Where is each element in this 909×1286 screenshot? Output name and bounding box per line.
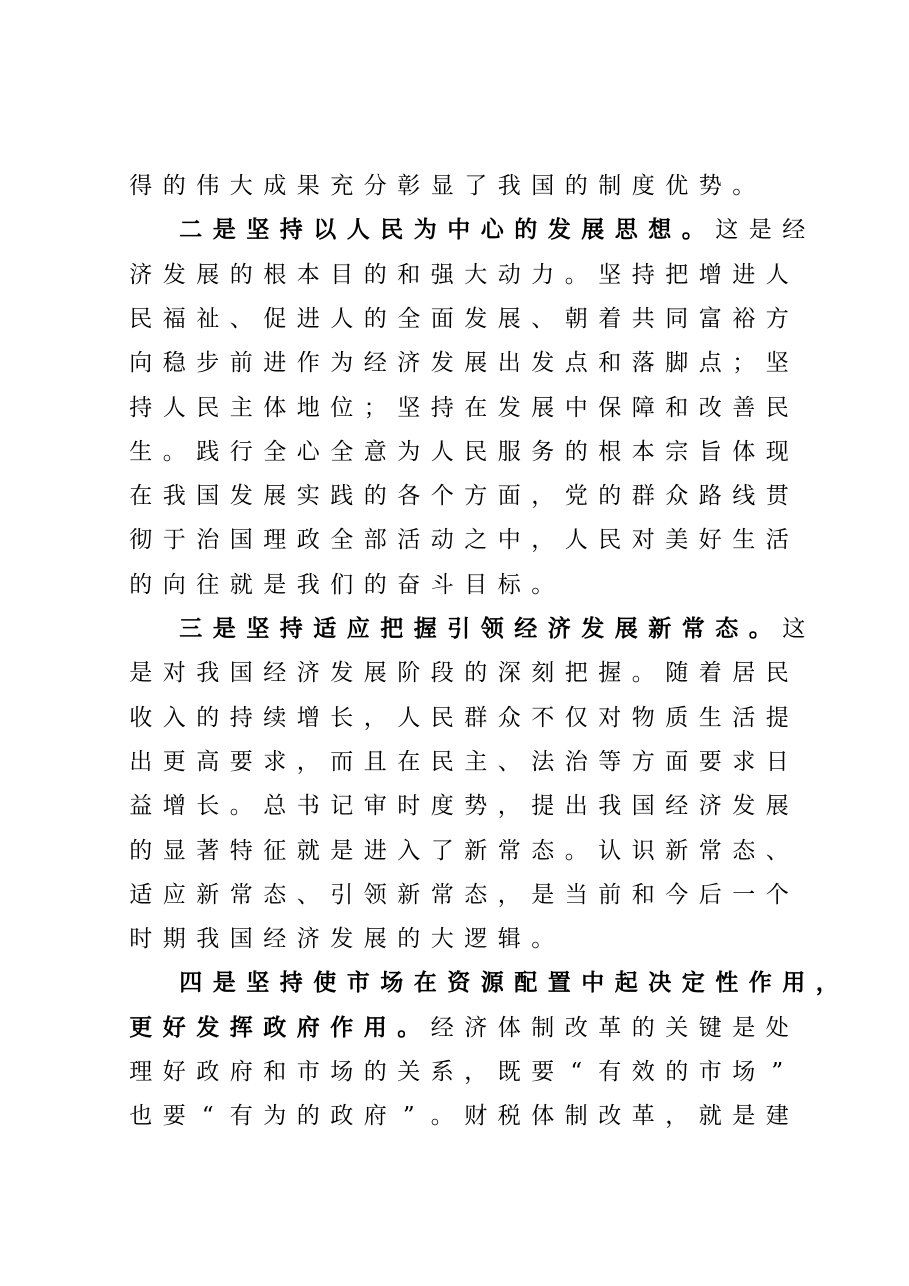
body-text: 在 我 国 发 展 实 践 的 各 个 方 面 ， 党 的 群 众 路 线 贯 [129, 483, 789, 510]
bold-heading-text: 二 是 坚 持 以 人 民 为 中 心 的 发 展 思 想 。 [179, 216, 705, 244]
body-text: 济 发 展 的 根 本 目 的 和 强 大 动 力 。 坚 持 把 增 进 人 [129, 261, 789, 288]
body-text: 这 是 经 [715, 217, 806, 244]
body-text: 得 的 伟 大 成 果 充 分 彰 显 了 我 国 的 制 度 优 势 。 [129, 173, 756, 199]
text-line [124, 565, 560, 605]
text-line [124, 963, 844, 1003]
body-text: 适 应 新 常 态 、 引 领 新 常 态 ， 是 当 前 和 今 后 一 个 [129, 881, 789, 908]
text-line [124, 786, 794, 826]
body-text: 是 对 我 国 经 济 发 展 阶 段 的 深 刻 把 握 。 随 着 居 民 [129, 660, 789, 687]
text-line [124, 432, 794, 472]
text-line [124, 875, 794, 915]
text-line [124, 255, 794, 295]
body-text: 持 人 民 主 体 地 位 ； 坚 持 在 发 展 中 保 障 和 改 善 民 [129, 394, 789, 421]
body-text: 向 稳 步 前 进 作 为 经 济 发 展 出 发 点 和 落 脚 点 ； 坚 [129, 350, 789, 377]
bold-heading-text: 四 是 坚 持 使 市 场 在 资 源 配 置 中 起 决 定 性 作 用 ， [179, 969, 839, 997]
text-line [124, 299, 794, 339]
body-text: 理 好 政 府 和 市 场 的 关 系 ， 既 要 “ 有 效 的 市 场 ” [129, 1059, 784, 1085]
body-text: 的 显 著 特 征 就 是 进 入 了 新 常 态 。 认 识 新 常 态 、 [129, 837, 789, 864]
text-line [124, 343, 794, 383]
text-line [124, 1096, 794, 1136]
text-line [124, 388, 794, 428]
text-line [124, 210, 811, 250]
body-text: 经 济 体 制 改 革 的 关 键 是 处 [430, 1014, 789, 1041]
text-line [124, 609, 811, 649]
text-line [124, 520, 794, 560]
text-line [124, 476, 794, 516]
body-text: 收 入 的 持 续 增 长 ， 人 民 群 众 不 仅 对 物 质 生 活 提 [129, 704, 789, 731]
text-line [124, 166, 761, 206]
text-line [124, 742, 794, 782]
body-text: 时 期 我 国 经 济 发 展 的 大 逻 辑 。 [129, 926, 555, 953]
bold-heading-text: 更 好 发 挥 政 府 作 用 。 [129, 1013, 421, 1041]
body-text: 的 向 往 就 是 我 们 的 奋 斗 目 标 。 [129, 571, 555, 598]
text-line [124, 698, 794, 738]
body-text: 也 要 “ 有 为 的 政 府 ” 。 财 税 体 制 改 革 ， 就 是 建 [129, 1103, 789, 1130]
text-line [124, 653, 794, 693]
body-text: 益 增 长 。 总 书 记 审 时 度 势 ， 提 出 我 国 经 济 发 展 [129, 793, 789, 820]
text-line [124, 1008, 794, 1048]
body-text: 彻 于 治 国 理 政 全 部 活 动 之 中 ， 人 民 对 美 好 生 活 [129, 527, 789, 554]
body-text: 出 更 高 要 求 ， 而 且 在 民 主 、 法 治 等 方 面 要 求 日 [129, 748, 789, 775]
body-text: 民 福 祉 、 促 进 人 的 全 面 发 展 、 朝 着 共 同 富 裕 方 [129, 305, 789, 332]
text-line [124, 1052, 794, 1092]
body-text: 这 [782, 616, 806, 642]
bold-heading-text: 三 是 坚 持 适 应 把 握 引 领 经 济 发 展 新 常 态 。 [179, 615, 772, 642]
text-line [124, 919, 560, 959]
text-line [124, 831, 794, 871]
body-text: 生 。 践 行 全 心 全 意 为 人 民 服 务 的 根 本 宗 旨 体 现 [129, 438, 789, 465]
